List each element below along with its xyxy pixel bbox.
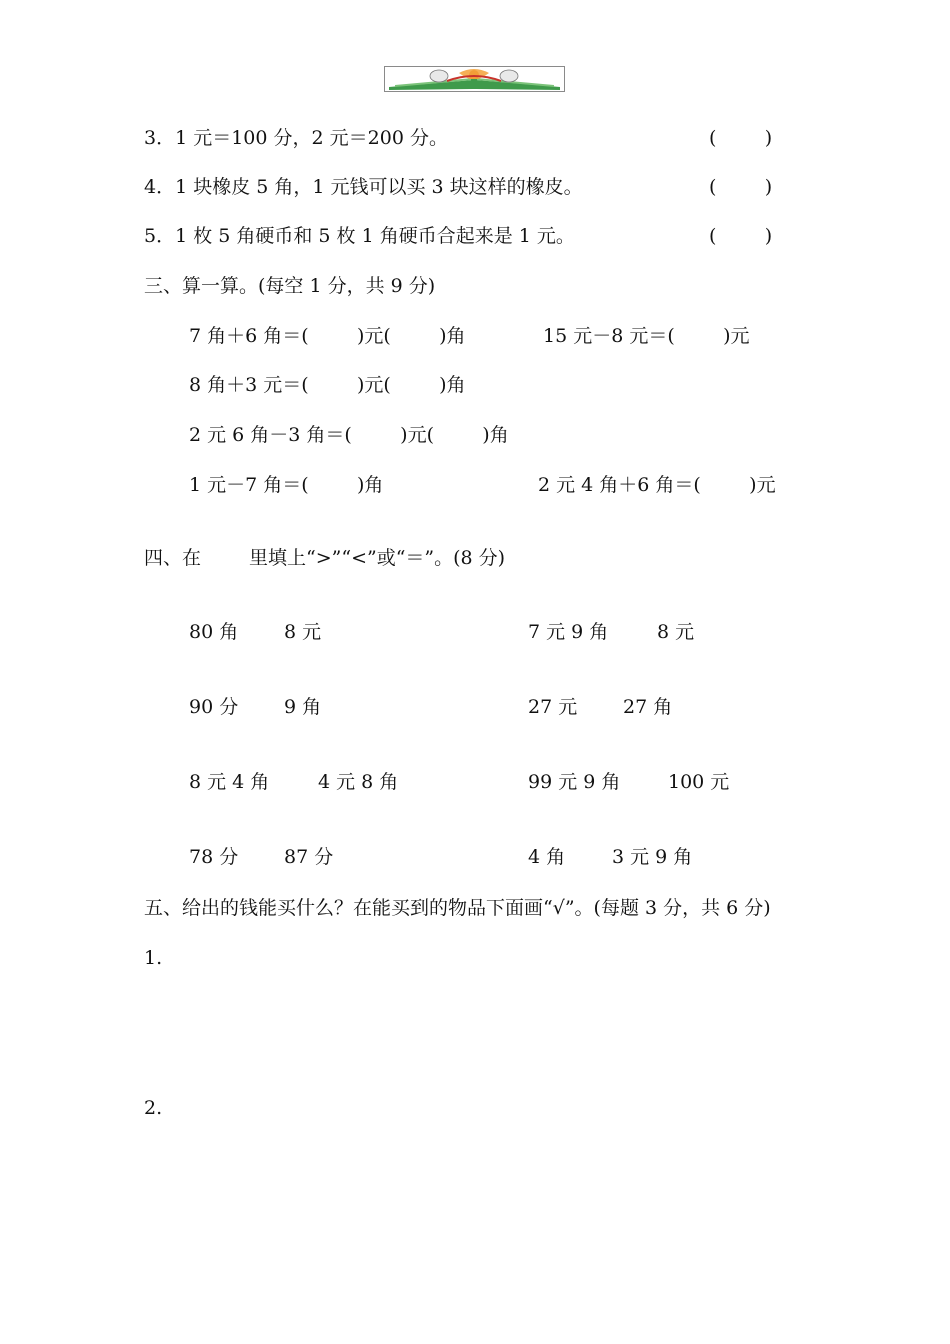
section-4-title-suffix: 里填上“>”“<”或“＝”。(8 分) (249, 547, 506, 569)
judge-item-5: 5．1 枚 5 角硬币和 5 枚 1 角硬币合起来是 1 元。 (144, 225, 575, 247)
compare-row-2-left-b: 9 角 (284, 696, 322, 718)
compare-row-4-left-a: 78 分 (189, 846, 239, 868)
compare-row-1-right-a: 7 元 9 角 (528, 621, 609, 643)
calc-row-3-left[interactable]: 2 元 6 角－3 角＝( )元( )角 (189, 424, 509, 446)
section-5-title: 五、给出的钱能买什么？在能买到的物品下面画“√”。(每题 3 分，共 6 分) (144, 897, 771, 919)
compare-row-1-left-a: 80 角 (189, 621, 239, 643)
compare-row-4-right-a: 4 角 (528, 846, 566, 868)
compare-row-4-left-b: 87 分 (284, 846, 334, 868)
judge-answer-blank-3[interactable]: ( ) (709, 127, 773, 149)
compare-row-1-right-b: 8 元 (657, 621, 695, 643)
compare-row-3-left-b: 4 元 8 角 (318, 771, 399, 793)
compare-row-2-right-a: 27 元 (528, 696, 578, 718)
book-flower-logo-icon (385, 67, 564, 91)
judge-item-3: 3．1 元＝100 分，2 元＝200 分。 (144, 127, 448, 149)
judge-answer-blank-5[interactable]: ( ) (709, 225, 773, 247)
compare-row-1-left-b: 8 元 (284, 621, 322, 643)
header-logo (384, 66, 565, 92)
compare-row-2-left-a: 90 分 (189, 696, 239, 718)
judge-item-4: 4．1 块橡皮 5 角，1 元钱可以买 3 块这样的橡皮。 (144, 176, 583, 198)
judge-answer-blank-4[interactable]: ( ) (709, 176, 773, 198)
section-4-title-prefix: 四、在 (144, 547, 202, 569)
compare-row-3-left-a: 8 元 4 角 (189, 771, 270, 793)
calc-row-4-left[interactable]: 1 元－7 角＝( )角 (189, 474, 384, 496)
compare-row-4-right-b: 3 元 9 角 (612, 846, 693, 868)
section-3-title: 三、算一算。(每空 1 分，共 9 分) (144, 275, 436, 297)
calc-row-2-left[interactable]: 8 角＋3 元＝( )元( )角 (189, 374, 466, 396)
section-4-title (144, 546, 505, 570)
calc-row-4-right[interactable]: 2 元 4 角＋6 角＝( )元 (538, 474, 776, 496)
compare-row-3-right-b: 100 元 (668, 771, 730, 793)
calc-row-1-right[interactable]: 15 元－8 元＝( )元 (543, 325, 750, 347)
compare-box-icon (201, 549, 249, 569)
calc-row-1-left[interactable]: 7 角＋6 角＝( )元( )角 (189, 325, 466, 347)
question-number-1: 1. (144, 947, 163, 969)
compare-row-2-right-b: 27 角 (623, 696, 673, 718)
compare-row-3-right-a: 99 元 9 角 (528, 771, 621, 793)
question-number-2: 2. (144, 1097, 163, 1119)
